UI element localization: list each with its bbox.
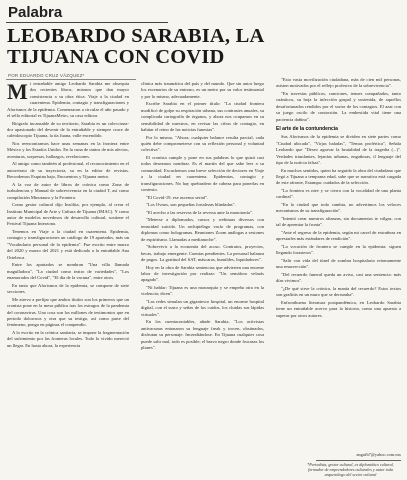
author-bio: *Periodista, gestor cultural, ex diplomático cultural, formador de emprendedores culturales y autor toda arquenologo del sector cultural — [307, 462, 394, 478]
paragraph: A lo escrito en la crónica sanitaria, se impone la fragmentación del sufrimiento por las fronteras locales. Todo lo vivido mereció un llegar. En hasta ahora, la experiencia — [7, 329, 129, 348]
headline: LEOBARDO SARABIA, LA TIJUANA CON COVID — [7, 25, 264, 68]
paragraph: Como gestor cultural dijo Insólita, por ejemplo, al crear el Instituto Municipal de Arte y Cultura de Tijuana (IMAC). Y como autor de modelos novedosos de desarrollo cultural, sostiene el Festival Tijuana Interzona. — [7, 202, 129, 227]
quote: "¿De qué sirve la crónica, la manía del recuerdo? Estos textos son grafittis en un muro que se derrumba". — [276, 286, 401, 298]
quote: "Meterse a diplomados, cursos y webinars diversos con tenacidad suicida. Un archipiélago vacío de programas, con diplomas como hologramas. Reuniones Zoom análogas a sesiones de espiritismo. Llamadas a medianoche". — [141, 217, 264, 242]
quote: "La frontera es niev y se cierra con la vocalidad de una planta cardinal". — [276, 188, 401, 200]
paragraph: Hoy en la obra de Sarabia sentencias que advierten una enorme labor de investigación por realizar: "Un semáforo velarás apagado". — [141, 264, 264, 283]
quote: "En travesías públicos, canciones, tenues compañados, tanto cuánticos, su hoja la infección grupal y sostenida, de aquellos desafortunados rendidos por el sortor de los contagios. El azar con su juego oscilo de contorsión. La embestida vital tiene una paciencia dañina". — [276, 91, 401, 122]
quote: "Ni hablar: Tijuana es una monarquía y se empeña otra en la violencia; dicen". — [141, 285, 264, 297]
author-email: angufb7@yahoo.com.mx — [356, 452, 401, 457]
paragraph: En muchos sentidos, quien ha seguido la obra del ciudadano que llegó a Tijuana a temprana edad, sabe que se narrativa está cargada de este afronte, Estampa: cuidados de la selección. — [276, 167, 401, 186]
quote: "El acecho a las reservas de la reversa ante la monotonía". — [146, 209, 253, 215]
section-label: Palabra — [8, 4, 63, 21]
paragraph: Me atrevo a prefijar que ambos títulos son los primeros que un cronista pone en la mesa pública tras los estragos de la pandemia del coronavirus. Una cosa son los millones de testimonios que en periodo dolorosos y otra que su testigo, así como parte del fenómeno, ponga en páginas el compendio. — [7, 296, 129, 328]
paragraph: El cronista cumple y pone en sus palabras lo que quizá casi todos deseamos nombrar. Es el martín del que sabe leer a su comunidad. Escuchemos una breve selección de dectores en Viaje a la ciudad en cuarentena. Epidemias, contagio y transfiguraciones. No hay quebradero de cabeza para ponerlas en contexto. — [141, 155, 264, 193]
paragraph — [7, 81, 129, 119]
quote: "Esta vasta movilización ciudadana, más de cien mil personas, asisten motivados por el reflejo profesivo de la sobrevivencia". — [276, 77, 401, 89]
quote: "La vocación de frontera se cumple en la epidemia: siguen llegando forasteros". — [276, 244, 401, 256]
quote: "Ante el regreso de la epidemia, según mi carrel de extrañeza en aprestarles más estándares de rendición". — [276, 230, 401, 242]
quote: "Intentó crear nuestros afianzas, sin documentos te válgas, con tal de apremiar la fronta". — [276, 216, 401, 228]
section-rule — [6, 22, 168, 23]
drop-cap: M — [7, 79, 28, 104]
paragraph: Al amigo como también al profesional, el reconocimiento en el autoretrato de su trayectoria, su en la editor de revistas. Recordemos Esquina bajo, Encuentros y Tijuana metro. — [7, 161, 129, 180]
bio-rule — [316, 460, 401, 461]
subheading: El arte de la contundencia — [276, 126, 338, 133]
paragraph: clínica más traumática del país y del mundo. Que sin autor luego los escenarios de su entorno, es un metro por su valor testimonial y por lo mismo, adecuadamente. — [141, 81, 264, 99]
paragraph: En los cuentacontables, añade Sarabia, "Los activistas antivacunas entonaron su lenguaje freak y torcen, obstinados, disfrutan su personaje. Incendiándose. En Tijuana cualquier cosa puede salir mal, todo es posible; el bravo negro donde frucasas los planes". — [141, 319, 264, 351]
paragraph: Entre los apartados se nombran "Una villa llamada magulladora", "La ciudad como teatro de variedades", "Los enamorados del Covid", "El día de la vacuna", entre otros. — [7, 262, 129, 281]
paragraph: Nos reencontramos hace unas semanas en la frontera entre México y los Estados Unidos. En la cuna de tantos de mis afectos, aventuras, sorpresas, hallazgos, revelaciones. — [7, 141, 129, 159]
paragraph: Por lo mismo, "Ahora, cualquier balance resulta parcial, cada quién debe comprometerse con su reflexión personal y voluntad colectiva". — [141, 134, 264, 153]
paragraph: Sus Aforismos de la epidemia se dividen en siete partes como "Ciudad ubicada", "Virjas baladas", "Temas profértica", Señala Leobardo que "Deseo agravar la brutalidad de la tragedia (...)". Verdades triunfantes, lejanías urbanas, engañosas, il lenguaje del tipo de la noticia falsas". — [276, 134, 401, 166]
quote: "Los Ovnos, son pequeñas fortalezas blindadas". — [146, 202, 236, 208]
quote: "Las redes simulan un gigantesco hospital, un enorme hospital digital, con el susto y señas de los cuidos, los cluidas sus lápidas virtuales". — [141, 299, 264, 317]
column-3 — [276, 77, 401, 320]
quote: "Salir con vida del túnel de sombra hospitalario retomamente una resurrección". — [276, 258, 401, 270]
column-1 — [7, 81, 129, 350]
quote: "El Covid-19, ese ascenso serial". — [146, 194, 209, 200]
paragraph: A la voz de autor de libros de crónica como Zona de turbulencias y Manual de sobrevivencia en la ciudad T, así como compilación Minotauro y la Frontera. — [7, 181, 129, 200]
paragraph: Biógrafo incansable de su territorio, Sarabia es un coleccionador apasionado del devenir de la entrañable y siempre cruce de caleidoscopio Tijuana, la tía Juana, valle encendido. — [7, 120, 129, 139]
quote: "En la ciudad que todo cambia, no advertimos los veloces mecanismos de su transfiguración". — [276, 202, 401, 214]
byline: POR EDUARDO CRUZ VÁZQUEZ* — [8, 73, 85, 78]
quote: "Del recuerdo funeral queda un aviso, casi una sentencia: más días vivimos". — [276, 272, 401, 284]
paragraph: Tenemos en Viaje a la ciudad en cuarentena. Epidemia, contagio y transfiguraciones un catálogo de 19 apartados, más un "Vocabulario personal de la epidemia". Fue escrito entre marzo del 2020 y marzo del 2021 y está dedicado a la entrañable Ana Ortelesca. — [7, 229, 129, 260]
paragraph-text: i entrañable amigo Leobardo Sarabia me obsequia dos recientes libros, mismos que dan mayor consistencia a su obra ética. Viaje a la ciudad en cuarentena. Epidemia, contagio y transfiguraciones y Aforismos de la epidemia. Comenzaron a circular el año pasado y el sello editorial es TijuanaMetro, su casa editora. — [7, 81, 129, 119]
quote: "Sobrevivir a la economía del acoso. Contratos, proyectos, becas, trabajo emergente. Cuentas pendientes. La personal balanza de pagos. La gratitud del SAT, máscaras, humildes, liquidadores". — [141, 244, 264, 263]
paragraph: Escribe Sarabia en el primer título: "La ciudad frontera modificó de golpe su respiración urbana, sus contrastes anuales, su complicada cartografía de órganos, y ahora nos ocupamos en su sensibilidad de nuestros, en revisar las cifras de contagio, en habitar el reino de las noticias funestas". — [141, 101, 264, 133]
paragraph: En tanto que Aforismos de la epidemia, se compone de siete secciones. — [7, 282, 129, 295]
paragraph: Enfrontbuena literatura postpandémica, en Leobardo Sarabia tiene un entrañable acervo para la historia, como una apuesta a superar por otros autores. — [276, 300, 401, 318]
column-2 — [141, 81, 264, 353]
